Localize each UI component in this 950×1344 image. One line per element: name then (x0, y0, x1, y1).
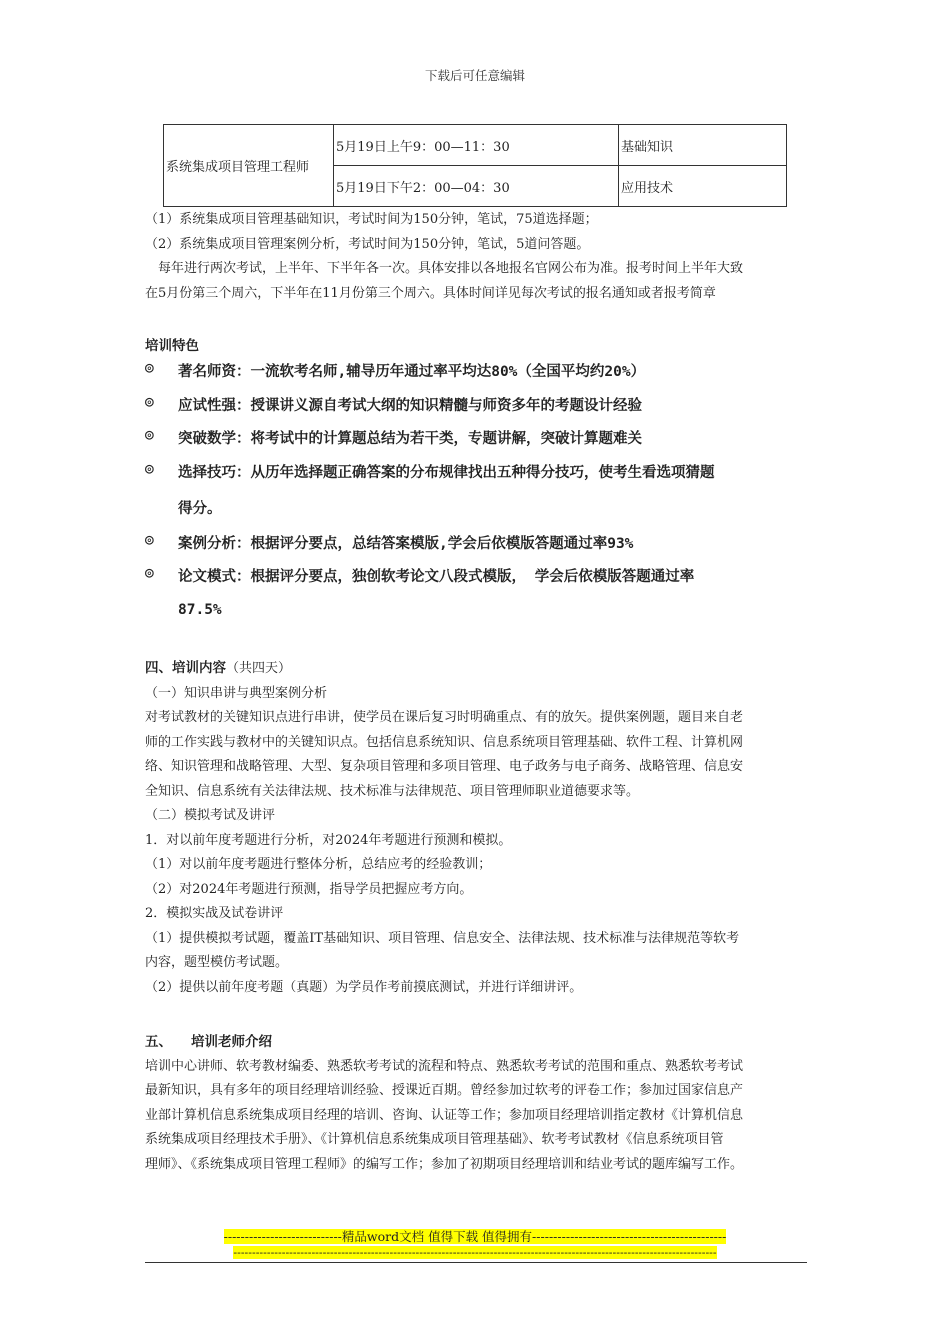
time-cell: 5月19日下午2：00—04：30 (334, 166, 619, 207)
feature-item (145, 427, 815, 447)
section-heading-text: 四、培训内容 (145, 660, 226, 676)
footer-text: ---------------------------------------------------------------------------------------------------------------------------------- (233, 1246, 717, 1259)
content-line: （1）对以前年度考题进行整体分析，总结应考的经验教训； (145, 857, 492, 872)
feature-item (145, 461, 815, 481)
note-line: 在5月份第三个周六，下半年在11月份第三个周六。具体时间详见每次考试的报名通知或者报考简章 (145, 285, 716, 301)
time-cell: 5月19日上午9：00—11：30 (334, 125, 619, 166)
feature-text: 应试性强：授课讲义源自考试大纲的知识精髓与师资多年的考题设计经验 (178, 398, 642, 414)
feature-text: 得分。 (178, 501, 222, 517)
note-line: （2）系统集成项目管理案例分析，考试时间为150分钟，笔试，5道问答题。 (145, 236, 590, 252)
bullet-icon: ◎ (145, 532, 154, 548)
bullet-icon: ◎ (145, 360, 154, 376)
feature-text: 突破数学：将考试中的计算题总结为若干类，专题讲解，突破计算题难关 (178, 431, 642, 447)
content-line: （一）知识串讲与典型案例分析 (145, 685, 328, 701)
note-line: （1）系统集成项目管理基础知识，考试时间为150分钟，笔试，75道选择题； (145, 212, 598, 227)
footer-banner (0, 1229, 950, 1245)
teacher-intro (145, 1030, 810, 1177)
feature-text: 选择技巧：从历年选择题正确答案的分布规律找出五种得分技巧，使考生看选项猜题 (178, 465, 715, 481)
page-header: 下载后可任意编辑 (424, 68, 525, 83)
section-number: 五、 (145, 1034, 172, 1050)
content-line: 系统集成项目经理技术手册》、《计算机信息系统集成项目管理基础》、软考考试教材《信息系统项目管 (145, 1132, 724, 1147)
feature-item (145, 532, 815, 552)
features-title: 培训特色 (145, 338, 199, 354)
feature-text: 案例分析：根据评分要点，总结答案模版,学会后依模版答题通过率93% (178, 536, 634, 552)
content-line: （1）提供模拟考试题，覆盖IT基础知识、项目管理、信息安全、法律法规、技术标准与法律规范等软考 (145, 930, 740, 946)
exam-schedule-table (163, 124, 787, 207)
bullet-icon: ◎ (145, 394, 154, 410)
feature-text: 著名师资：一流软考名师,辅导历年通过率平均达80%（全国平均约20%） (178, 364, 646, 380)
section-heading-text: 培训老师介绍 (191, 1034, 272, 1050)
section-heading (145, 1030, 810, 1055)
content-line: 最新知识，具有多年的项目经理培训经验、授课近百期。曾经参加过软考的评卷工作；参加过国家信息产 (145, 1083, 744, 1098)
subject-cell: 系统集成项目管理工程师 (164, 125, 334, 207)
note-line: 每年进行两次考试，上半年、下半年各一次。具体安排以各地报名官网公布为准。报考时间上半年大致 (158, 261, 744, 276)
bullet-icon: ◎ (145, 427, 154, 443)
footer-divider (145, 1262, 807, 1263)
content-line: 对考试教材的关键知识点进行串讲，使学员在课后复习时明确重点、有的放矢。提供案例题，题目来自老 (145, 710, 744, 725)
content-line: 2．模拟实战及试卷讲评 (145, 906, 284, 921)
content-line: 理师》、《系统集成项目管理工程师》的编写工作；参加了初期项目经理培训和结业考试的题库编写工作。 (145, 1156, 744, 1172)
footer-dashes (0, 1245, 950, 1261)
feature-item (145, 394, 815, 414)
exam-notes (145, 208, 810, 306)
type-cell: 基础知识 (619, 125, 787, 166)
content-line: 业部计算机信息系统集成项目经理的培训、咨询、认证等工作；参加项目经理培训指定教材《计算机信息 (145, 1107, 744, 1123)
content-line: 培训中心讲师、软考教材编委、熟悉软考考试的流程和特点、熟悉软考考试的范围和重点、熟悉软考考试 (145, 1058, 744, 1074)
feature-text: 论文模式：根据评分要点，独创软考论文八段式模版， 学会后依模版答题通过率 (178, 569, 695, 585)
bullet-icon: ◎ (145, 565, 154, 581)
content-line: （2）提供以前年度考题（真题）为学员作考前摸底测试，并进行详细讲评。 (145, 979, 583, 995)
section-heading-suffix: （共四天） (226, 661, 292, 676)
content-line: 络、知识管理和战略管理、大型、复杂项目管理和多项目管理、电子政务与电子商务、战略管理、信息安 (145, 759, 744, 774)
content-line: （二）模拟考试及讲评 (145, 808, 276, 823)
table-row (164, 125, 787, 166)
bullet-icon: ◎ (145, 461, 154, 477)
content-line: 全知识、信息系统有关法律法规、技术标准与法律规范、项目管理师职业道德要求等。 (145, 783, 640, 799)
content-line: 师的工作实践与教材中的关键知识点。包括信息系统知识、信息系统项目管理基础、软件工程、计算机网 (145, 734, 744, 750)
content-line: （2）对2024年考题进行预测，指导学员把握应考方向。 (145, 881, 473, 897)
feature-item (145, 565, 815, 585)
type-cell: 应用技术 (619, 166, 787, 207)
footer-text: ----------------------------精品word文档 值得下载 值得拥有---------------------------------------------- (223, 1229, 727, 1244)
content-line: 1．对以前年度考题进行分析，对2024年考题进行预测和模拟。 (145, 832, 512, 848)
feature-item (145, 360, 815, 380)
section-heading (145, 656, 810, 682)
training-content (145, 656, 810, 1000)
feature-text: 87.5% (178, 602, 222, 618)
content-line: 内容，题型模仿考试题。 (145, 955, 289, 970)
